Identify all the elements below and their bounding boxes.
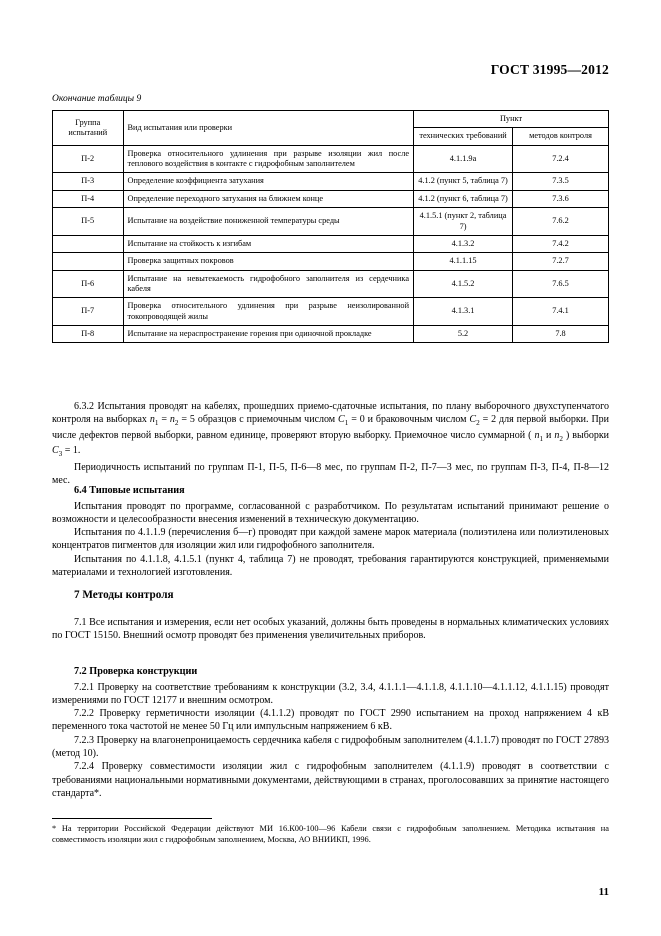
paragraph-6-4-3: Испытания по 4.1.1.8, 4.1.5.1 (пункт 4, таблица 7) не проводят, требования гарантируются конструкцией, применяемыми материалами и технологией изготовления. xyxy=(52,553,609,579)
paragraph-6-3-2-part1: 6.3.2 Испытания проводят на кабелях, прошедших приемо-сдаточные испытания, по плану выборочного двухступенчатого контроля на выборках xyxy=(52,401,609,426)
cell-kind: Испытание на невытекаемость гидрофобного заполнителя из сердечника кабеля xyxy=(123,270,414,298)
heading-6-4: 6.4 Типовые испытания xyxy=(74,485,185,496)
cell-methods: 7.8 xyxy=(513,326,609,343)
table-row xyxy=(53,173,609,190)
cell-methods: 7.3.6 xyxy=(513,190,609,207)
column-header-kind: Вид испытания или проверки xyxy=(123,111,414,146)
cell-requirements: 4.1.1.15 xyxy=(414,253,513,270)
column-header-group: Группа испытаний xyxy=(53,111,124,146)
formula-c2: $C_2$ xyxy=(469,414,480,428)
table-row xyxy=(53,253,609,270)
page-header-standard: ГОСТ 31995—2012 xyxy=(490,62,609,77)
cell-group: П-2 xyxy=(53,145,124,173)
cell-methods: 7.4.1 xyxy=(513,298,609,326)
paragraph-periodicity: Периодичность испытаний по группам П-1, П-5, П-6—8 мес, по группам П-2, П-7—3 мес, по группам П-3, П-4, П-8—12 мес. xyxy=(52,462,609,487)
cell-kind: Проверка относительного удлинения при разрыве неизолированной токопроводящей жилы xyxy=(123,298,414,326)
cell-methods: 7.6.2 xyxy=(513,208,609,236)
column-header-point: Пункт xyxy=(414,111,609,128)
cell-kind: Проверка защитных покровов xyxy=(123,253,414,270)
footnote-divider xyxy=(52,818,212,819)
cell-group xyxy=(53,235,124,252)
cell-kind: Испытание на воздействие пониженной температуры среды xyxy=(123,208,414,236)
paragraph-7-2-3: 7.2.3 Проверку на влагонепроницаемость сердечника кабеля с гидрофобным заполнителем (4.1.1.7) проводят по ГОСТ 27893 (метод 10). xyxy=(52,734,609,760)
cell-kind: Определение переходного затухания на ближнем конце xyxy=(123,190,414,207)
body-section-7-1 xyxy=(52,616,609,643)
cell-group: П-6 xyxy=(53,270,124,298)
formula-c1: $C_1$ xyxy=(338,414,349,428)
paragraph-6-3-2-part2: = 5 образцов с приемочным числом xyxy=(181,414,336,426)
cell-methods: 7.6.5 xyxy=(513,270,609,298)
table-row xyxy=(53,298,609,326)
body-section-6-3-2 xyxy=(52,400,609,488)
cell-requirements: 4.1.3.1 xyxy=(414,298,513,326)
table-row xyxy=(53,270,609,298)
cell-requirements: 5.2 xyxy=(414,326,513,343)
table-body xyxy=(53,145,609,343)
cell-group: П-7 xyxy=(53,298,124,326)
cell-requirements: 4.1.3.2 xyxy=(414,235,513,252)
cell-group: П-5 xyxy=(53,208,124,236)
cell-group: П-4 xyxy=(53,190,124,207)
cell-methods: 7.2.4 xyxy=(513,145,609,173)
heading-7: 7 Методы контроля xyxy=(74,589,174,601)
cell-methods: 7.4.2 xyxy=(513,235,609,252)
cell-kind: Испытание на нераспространение горения при одиночной прокладке xyxy=(123,326,414,343)
cell-group: П-3 xyxy=(53,173,124,190)
cell-requirements: 4.1.5.2 xyxy=(414,270,513,298)
cell-methods: 7.2.7 xyxy=(513,253,609,270)
cell-requirements: 4.1.2 (пункт 5, таблица 7) xyxy=(414,173,513,190)
page-number: 11 xyxy=(598,886,609,898)
paragraph-7-2-2: 7.2.2 Проверку герметичности изоляции (4.1.1.2) проводят по ГОСТ 2990 испытанием на проход напряжением 4 кВ переменного тока частотой не менее 50 Гц или импульсным напряжением 6 кВ. xyxy=(52,708,609,733)
paragraph-7-2-1: 7.2.1 Проверку на соответствие требованиям к конструкции (3.2, 3.4, 4.1.1.1—4.1.1.8, 4.1.1.10—4.1.1.12, 4.1.1.15) проводят измерениями по ГОСТ 12177 и внешним осмотром. xyxy=(52,681,609,706)
table-header-row xyxy=(53,111,609,128)
body-section-6-4 xyxy=(52,484,609,579)
test-groups-table xyxy=(52,110,609,343)
table-row xyxy=(53,235,609,252)
formula-c3: $C_3$ xyxy=(52,445,63,459)
cell-group: П-8 xyxy=(53,326,124,343)
table-row xyxy=(53,190,609,207)
formula-n1-and-n2: $n_1$ и $n_2$ xyxy=(534,429,563,443)
table-caption: Окончание таблицы 9 xyxy=(52,94,142,104)
paragraph-6-4-2: Испытания по 4.1.1.9 (перечисления б—г) проводят при каждой замене марок материала (полиэтилена или полиэтиленовых концентратов пигментов для изоляции жил или гидрофобного заполнителя. xyxy=(52,527,609,552)
paragraph-7-2-4: 7.2.4 Проверку совместимости изоляции жил с гидрофобным заполнителем (4.1.1.9) проводят в соответствии с требованиями национальными нормативными документами, действующими в странах, проголосовавших за принятие настоящего стандарта*. xyxy=(52,761,609,799)
heading-7-2: 7.2 Проверка конструкции xyxy=(74,666,198,677)
cell-methods: 7.3.5 xyxy=(513,173,609,190)
table-row xyxy=(53,145,609,173)
footnote-text: * На территории Российской Федерации действуют МИ 16.К00-100—96 Кабели связи с гидрофобным заполнением. Методика испытания на совместимость изоляции жил с гидрофобным заполнением, Москва, АО ВНИИКП, 1996. xyxy=(52,824,609,844)
cell-kind: Проверка относительного удлинения при разрыве изоляции жил после теплового воздействия в контакте с гидрофобным заполнителем xyxy=(123,145,414,173)
body-section-7-2 xyxy=(52,665,609,800)
paragraph-6-3-2-part6: = 1. xyxy=(64,445,81,457)
cell-requirements: 4.1.1.9а xyxy=(414,145,513,173)
column-header-point-methods: методов контроля xyxy=(513,128,609,145)
paragraph-6-3-2 xyxy=(52,400,609,460)
section-7-heading-block xyxy=(52,588,609,603)
column-header-point-requirements: технических требований xyxy=(414,128,513,145)
table-row xyxy=(53,326,609,343)
paragraph-7-1: 7.1 Все испытания и измерения, если нет особых указаний, должны быть проведены в нормальных климатических условиях по ГОСТ 15150. Внешний осмотр проводят без применения увеличительных приборов. xyxy=(52,617,609,642)
paragraph-6-3-2-part5: ) выборки xyxy=(565,429,610,441)
cell-requirements: 4.1.2 (пункт 6, таблица 7) xyxy=(414,190,513,207)
cell-group xyxy=(53,253,124,270)
table-row xyxy=(53,208,609,236)
paragraph-6-4-1: Испытания проводят по программе, согласованной с разработчиком. По результатам испытаний принимают решение о возможности и целесообразности внесения изменений в техническую документацию. xyxy=(52,500,609,525)
cell-kind: Испытание на стойкость к изгибам xyxy=(123,235,414,252)
cell-kind: Определение коэффициента затухания xyxy=(123,173,414,190)
paragraph-6-3-2-part3: = 0 и браковочным числом xyxy=(351,414,467,426)
paragraph-6-3-2-part4: = 2 для первой выборки. При числе дефектов первой выборки, равном единице, проверяют вторую выборку. Приемочное число суммарной ( xyxy=(52,414,610,441)
formula-n1-n2: $n_1 = n_2$ xyxy=(149,414,179,428)
cell-requirements: 4.1.5.1 (пункт 2, таблица 7) xyxy=(414,208,513,236)
